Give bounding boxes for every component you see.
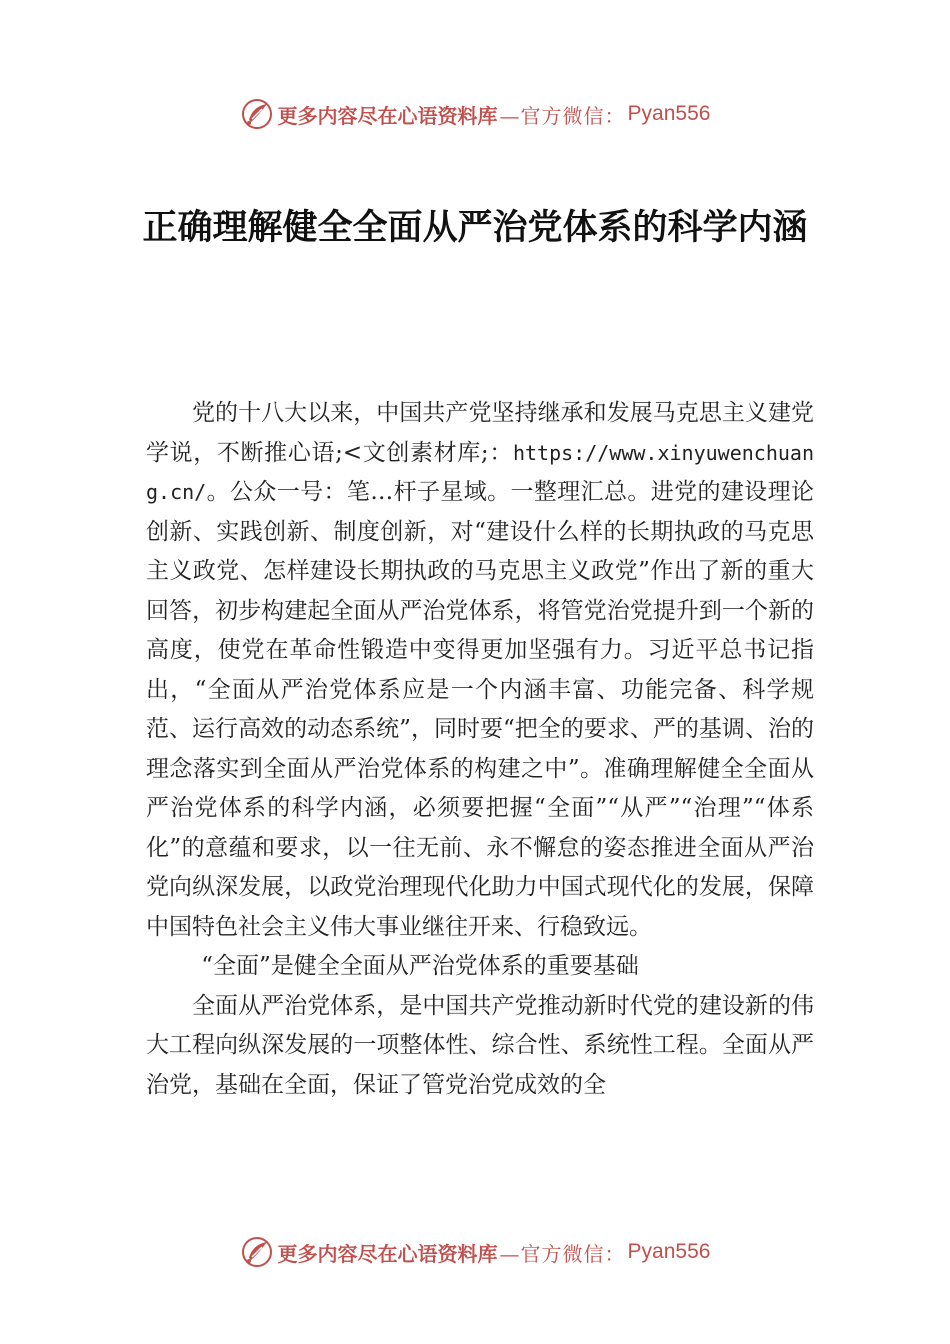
library-name: 更多内容尽在心语资料库 xyxy=(277,1241,498,1266)
intro-text-2: 。公众一号：笔…杆子星域。一整理汇总。进党的建设理论创新、实践创新、制度创新，对“建设什么样的长期执政的马克思主义政党、怎样建设长期执政的马克思主义政党”作出了新的重大回答，初步构建起全面从严治党体系，将管党治党提升到一个新的高度，使党在革命性锻造中变得更加坚强有力。习近平总书记指出，“全面从严治党体系应是一个内涵丰富、功能完备、科学规范、运行高效的动态系统”，同时要“把全的要求、严的基调、治的理念落实到全面从严治党体系的构建之中”。准确理解健全全面从严治党体系的科学内涵，必须要把握“全面”“从严”“治理”“体系化”的意蕴和要求，以一往无前、永不懈怠的姿态推进全面从严治党向纵深发展，以政党治理现代化助力中国式现代化的发展，保障中国特色社会主义伟大事业继往开来、行稳致远。 xyxy=(146,479,814,940)
library-name: 更多内容尽在心语资料库 xyxy=(277,103,498,128)
library-logo-icon xyxy=(240,97,274,131)
footer-banner xyxy=(0,1232,950,1272)
wechat-id: Pyan556 xyxy=(627,102,711,125)
wechat-label: —官方微信： xyxy=(499,1241,626,1266)
section-heading: “全面”是健全全面从严治党体系的重要基础 xyxy=(201,953,639,979)
intro-paragraph xyxy=(146,394,814,947)
website-url: https://www.xinyuwenchuang.cn/ xyxy=(146,440,814,504)
wechat-id: Pyan556 xyxy=(627,1240,711,1263)
wechat-label: —官方微信： xyxy=(499,103,626,128)
library-logo-icon xyxy=(240,1235,274,1269)
section-paragraph: 全面从严治党体系，是中国共产党推动新时代党的建设新的伟大工程向纵深发展的一项整体性、综合性、系统性工程。全面从严治党，基础在全面，保证了管党治党成效的全 xyxy=(146,992,814,1098)
document-title: 正确理解健全全面从严治党体系的科学内涵 xyxy=(142,207,808,248)
intro-text-1: 党的十八大以来，中国共产党坚持继承和发展马克思主义建党学说，不断推心语;<文创素材库;： xyxy=(146,400,814,466)
document-body xyxy=(146,394,814,1105)
header-banner xyxy=(0,94,950,134)
